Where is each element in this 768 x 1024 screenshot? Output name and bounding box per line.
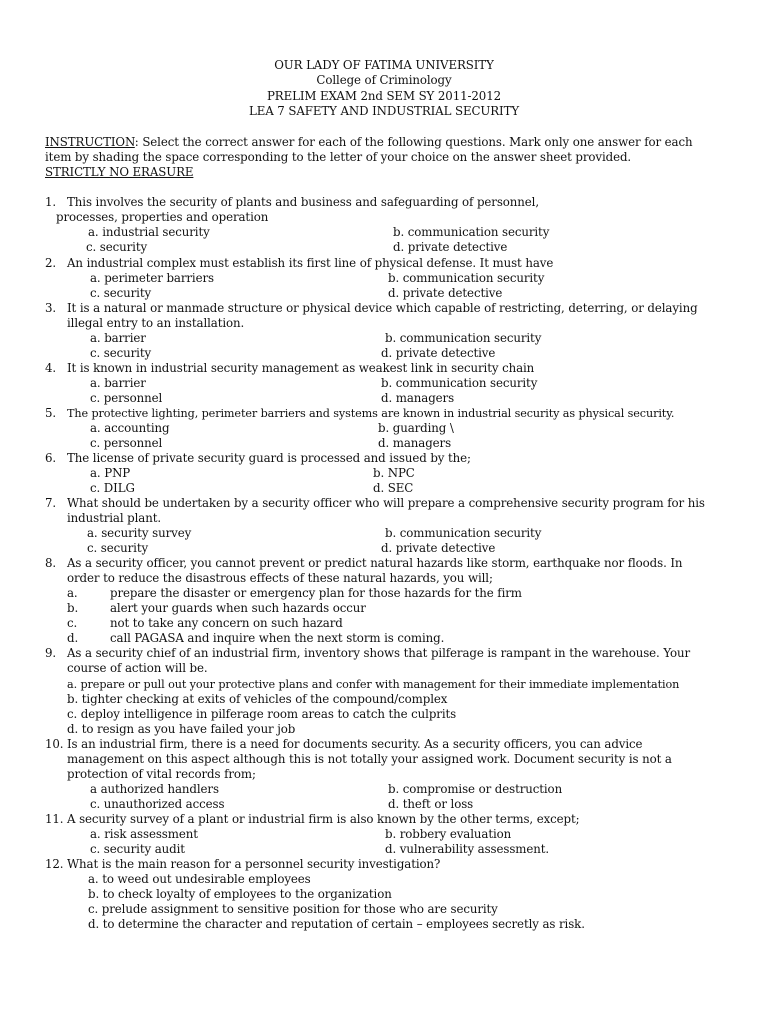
option-d: d. managers [381, 391, 455, 405]
question-number: 10. [45, 737, 64, 751]
question-number: 5. [45, 406, 57, 420]
option-a: a. PNP [90, 466, 131, 480]
question-text: It is known in industrial security management as weakest link in security chain [67, 361, 535, 375]
option-c: c. personnel [90, 391, 163, 405]
option-b: alert your guards when such hazards occur [110, 601, 366, 615]
question-text: course of action will be. [67, 661, 208, 675]
question-number: 6. [45, 451, 57, 465]
option-d: d. theft or loss [388, 797, 474, 811]
college-name: College of Criminology [316, 73, 452, 87]
option-b: b. communication security [381, 376, 538, 390]
option-b-letter: b. [67, 601, 79, 615]
option-a: a. risk assessment [90, 827, 198, 841]
question-text: A security survey of a plant or industrial firm is also known by the other terms, except; [67, 812, 580, 826]
question-number: 3. [45, 301, 57, 315]
university-name: OUR LADY OF FATIMA UNIVERSITY [274, 58, 494, 72]
option-c: not to take any concern on such hazard [110, 616, 343, 630]
option-a: a. barrier [90, 331, 146, 345]
question-text: This involves the security of plants and business and safeguarding of personnel, [67, 195, 540, 209]
option-b: b. communication security [385, 526, 542, 540]
question-text: As a security officer, you cannot prevent or predict natural hazards like storm, earthquake nor floods. In [67, 556, 683, 570]
option-d: d. private detective [393, 240, 508, 254]
option-d: d. private detective [388, 286, 503, 300]
question-number: 11. [45, 812, 64, 826]
option-b: b. communication security [388, 271, 545, 285]
instruction-label: INSTRUCTION [45, 135, 135, 149]
option-b: b. robbery evaluation [385, 827, 512, 841]
option-b: b. guarding \ [378, 421, 454, 435]
question-text: An industrial complex must establish its first line of physical defense. It must have [67, 256, 554, 270]
course-title: LEA 7 SAFETY AND INDUSTRIAL SECURITY [248, 104, 520, 118]
question-text: It is a natural or manmade structure or physical device which capable of restricting, deterring, or delaying [67, 301, 698, 315]
option-b: b. communication security [385, 331, 542, 345]
question-number: 4. [45, 361, 57, 375]
option-a: a. accounting [90, 421, 170, 435]
option-c: c. security [90, 286, 152, 300]
option-a: a. barrier [90, 376, 146, 390]
question-text: management on this aspect although this is not totally your assigned work. Document security is not a [67, 752, 672, 766]
option-d: d. to resign as you have failed your job [67, 722, 296, 736]
option-d: d. to determine the character and reputation of certain – employees secretly as risk. [88, 917, 585, 931]
option-d: call PAGASA and inquire when the next storm is coming. [110, 631, 445, 645]
option-c: c. deploy intelligence in pilferage room areas to catch the culprits [67, 707, 457, 721]
option-c: c. personnel [90, 436, 163, 450]
question-text: industrial plant. [67, 511, 162, 525]
option-c: c. security audit [90, 842, 185, 856]
option-a: a authorized handlers [90, 782, 219, 796]
option-a: a. security survey [87, 526, 192, 540]
question-text: protection of vital records from; [67, 767, 256, 781]
instruction-line-1 [45, 135, 692, 150]
option-c: c. security [90, 346, 152, 360]
option-d: d. SEC [373, 481, 414, 495]
question-number: 12. [45, 857, 64, 871]
option-d: d. private detective [381, 346, 496, 360]
option-b: b. tighter checking at exits of vehicles of the compound/complex [67, 692, 448, 706]
option-a: a. perimeter barriers [90, 271, 214, 285]
option-c: c. prelude assignment to sensitive position for those who are security [88, 902, 498, 916]
option-d: d. managers [378, 436, 452, 450]
option-a: prepare the disaster or emergency plan for those hazards for the firm [110, 586, 522, 600]
option-c-letter: c. [67, 616, 78, 630]
question-text: The license of private security guard is processed and issued by the; [67, 451, 471, 465]
option-a: a. industrial security [88, 225, 210, 239]
option-b: b. compromise or destruction [388, 782, 563, 796]
question-text: As a security chief of an industrial firm, inventory shows that pilferage is rampant in the warehouse. Your [67, 646, 691, 660]
option-d: d. private detective [381, 541, 496, 555]
question-text: The protective lighting, perimeter barriers and systems are known in industrial security as physical security. [67, 407, 675, 420]
question-text: What is the main reason for a personnel security investigation? [67, 857, 441, 871]
question-text: What should be undertaken by a security officer who will prepare a comprehensive security program for his [67, 496, 705, 510]
question-number: 7. [45, 496, 57, 510]
option-b: b. NPC [373, 466, 415, 480]
question-text: Is an industrial firm, there is a need for documents security. As a security officers, you can advice [67, 737, 643, 751]
option-c: c. security [87, 541, 149, 555]
option-d-letter: d. [67, 631, 79, 645]
option-a: a. prepare or pull out your protective plans and confer with management for their immediate implementation [67, 678, 680, 691]
option-c: c. unauthorized access [90, 797, 225, 811]
no-erasure-notice: STRICTLY NO ERASURE [45, 165, 194, 179]
option-b: b. to check loyalty of employees to the organization [88, 887, 392, 901]
question-number: 2. [45, 256, 57, 270]
option-a: a. to weed out undesirable employees [88, 872, 311, 886]
option-a-letter: a. [67, 586, 78, 600]
question-text: illegal entry to an installation. [67, 316, 245, 330]
option-c: c. security [86, 240, 148, 254]
question-number: 8. [45, 556, 57, 570]
option-c: c. DILG [90, 481, 135, 495]
option-b: b. communication security [393, 225, 550, 239]
question-number: 9. [45, 646, 57, 660]
option-d: d. vulnerability assessment. [385, 842, 550, 856]
question-text: order to reduce the disastrous effects of these natural hazards, you will; [67, 571, 493, 585]
exam-title: PRELIM EXAM 2nd SEM SY 2011-2012 [266, 89, 502, 103]
question-text: processes, properties and operation [56, 210, 269, 224]
instruction-text-1: : Select the correct answer for each of the following questions. Mark only one answer for each [134, 135, 693, 149]
instruction-line-2: item by shading the space corresponding to the letter of your choice on the answer sheet provided. [45, 150, 632, 164]
question-number: 1. [45, 195, 57, 209]
